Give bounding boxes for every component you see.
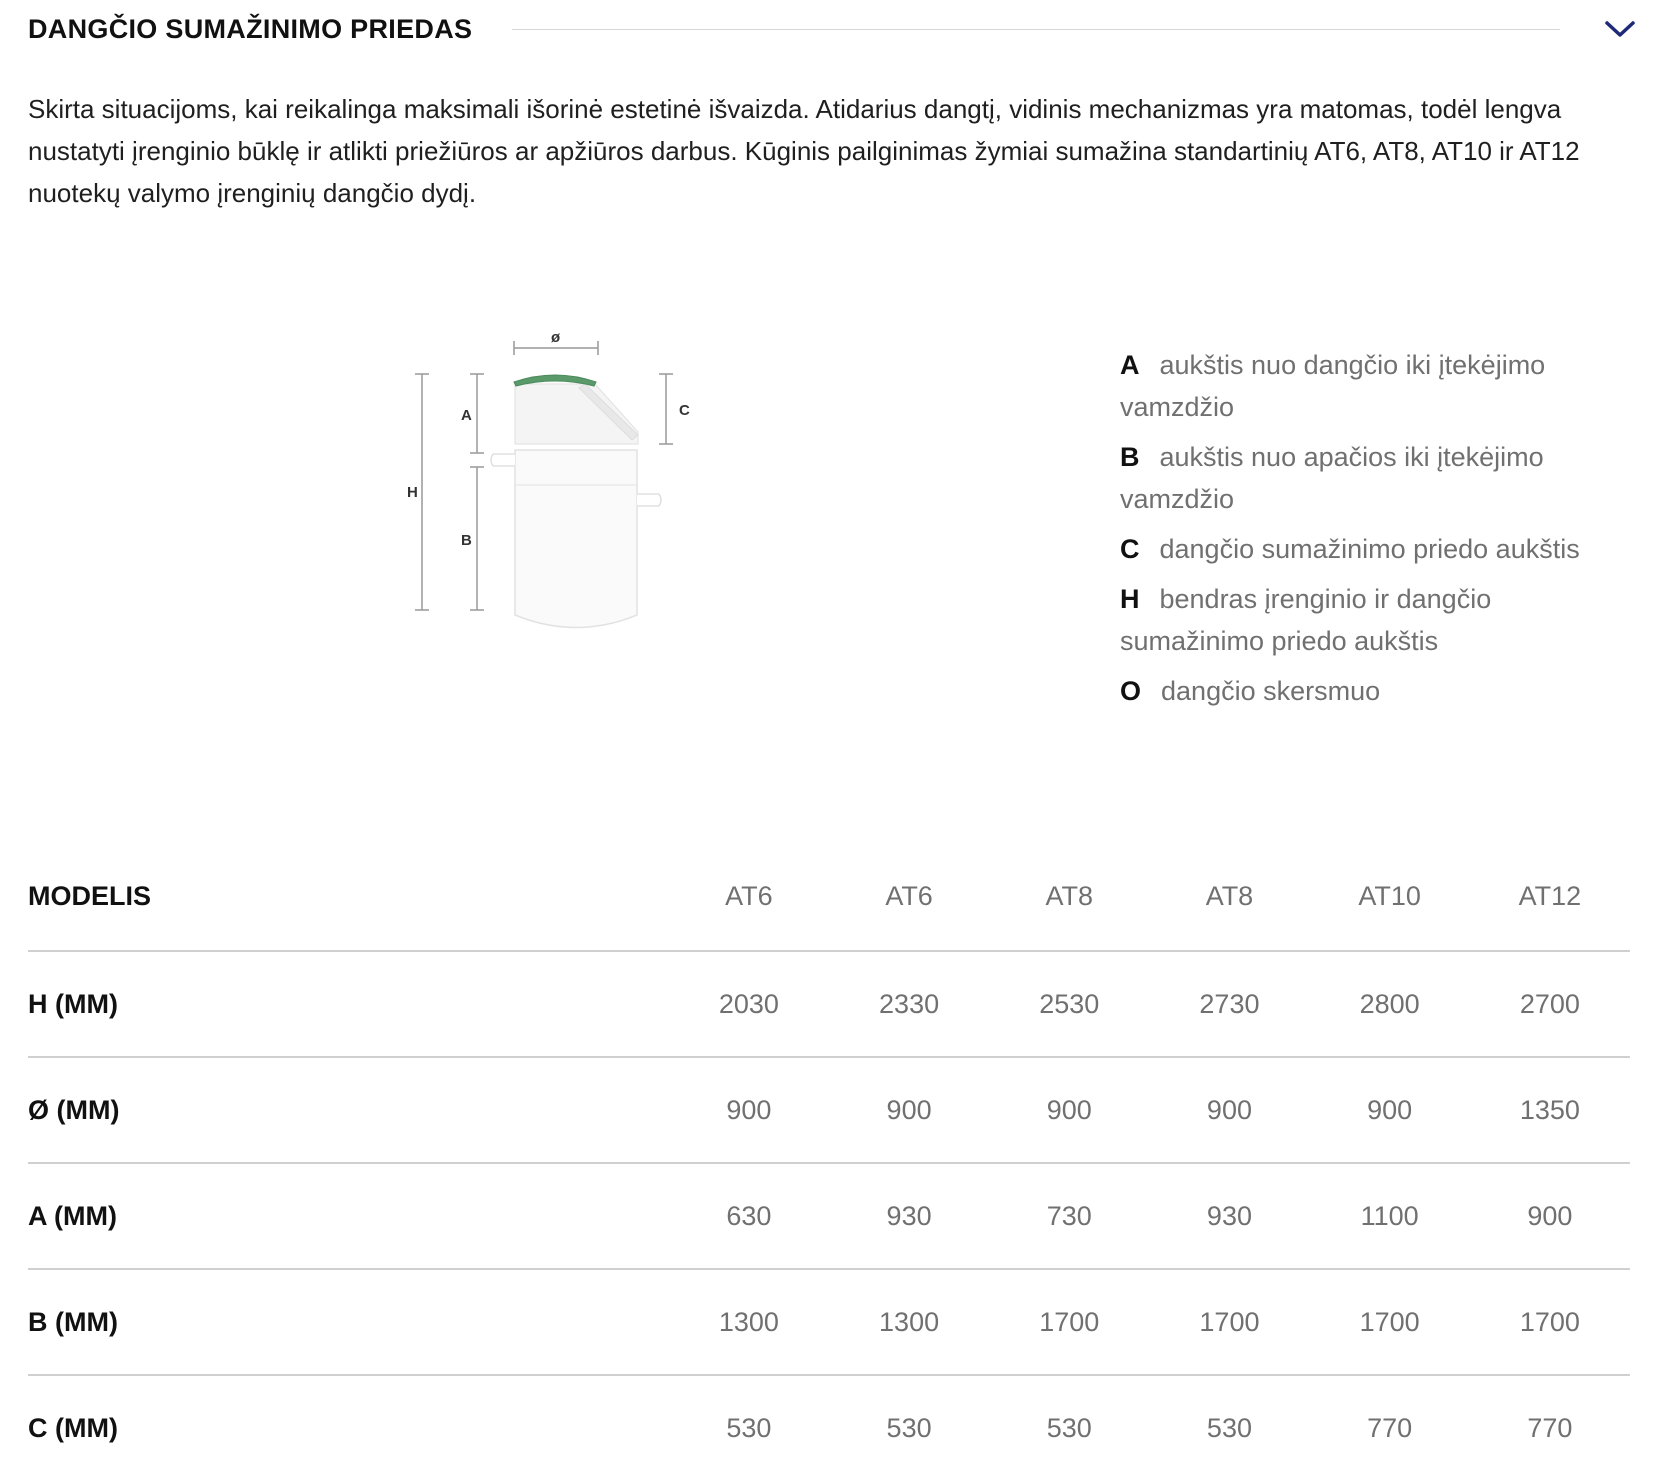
table-cell: 1300 [879,1306,940,1337]
table-cell: 530 [726,1412,772,1443]
diagram-label-diameter: ø [551,329,561,346]
legend-letter: A [1120,350,1140,380]
table-cell: 1700 [1039,1306,1100,1337]
table-cell: 1300 [718,1306,779,1337]
legend-text: dangčio skersmuo [1161,676,1381,706]
legend-letter: B [1120,442,1140,472]
table-cell: 930 [1206,1200,1252,1231]
specifications-table [28,842,1630,1480]
column-header: AT8 [989,842,1149,951]
table-header-row [28,842,1630,951]
table-row [28,1163,1630,1269]
table-cell: 1700 [1199,1306,1260,1337]
table-cell: 1100 [1360,1200,1419,1231]
row-label: H (MM) [28,988,118,1019]
section-title: DANGČIO SUMAŽINIMO PRIEDAS [28,13,473,44]
description-text: Skirta situacijoms, kai reikalinga maksimali išorinė estetinė išvaizda. Atidarius dangtį, vidinis mechanizmas yra matomas, todėl lengva nustatyti įrenginio būklę ir atlikti priežiūros ar apžiūros darbus. Kūginis pailginimas žymiai sumažina standartinių AT6, AT8, AT10 ir AT12 nuotekų valymo įrenginių dangčio dydį. [28,94,1580,208]
table-row [28,1375,1630,1480]
row-label: Ø (MM) [28,1094,120,1125]
column-header: AT6 [829,842,989,951]
diagram-label-h: H [407,484,418,501]
diagram-label-b: B [461,532,472,549]
table-cell: 2700 [1519,988,1580,1019]
table-cell: 730 [1046,1200,1092,1231]
header-label: MODELIS [28,842,669,951]
table-row [28,951,1630,1057]
table-cell: 900 [1527,1200,1573,1231]
table-cell: 770 [1367,1412,1413,1443]
table-cell: 900 [726,1094,772,1125]
header-divider [512,29,1560,30]
column-header: AT8 [1149,842,1309,951]
legend-item-o [1120,670,1640,712]
column-header: AT10 [1310,842,1470,951]
table-row [28,1057,1630,1163]
table-cell: 530 [886,1412,932,1443]
chevron-down-icon[interactable] [1600,9,1640,49]
column-header: AT6 [669,842,829,951]
table-cell: 1700 [1519,1306,1580,1337]
legend-text: aukštis nuo dangčio iki įtekėjimo vamzdžio [1120,350,1546,422]
table-cell: 770 [1527,1412,1573,1443]
table-row [28,1269,1630,1375]
table-cell: 1350 [1519,1094,1580,1125]
tank-dimension-diagram [380,329,720,680]
section-header[interactable] [28,0,1640,58]
column-header: AT12 [1470,842,1630,951]
table-cell: 630 [726,1200,772,1231]
table-cell: 2330 [879,988,940,1019]
table-cell: 930 [886,1200,932,1231]
table-cell: 530 [1046,1412,1092,1443]
legend-item-b [1120,436,1640,520]
table-cell: 2730 [1199,988,1260,1019]
legend-text: aukštis nuo apačios iki įtekėjimo vamzdžio [1120,442,1544,514]
table-cell: 900 [886,1094,932,1125]
row-label: B (MM) [28,1306,118,1337]
legend-letter: O [1120,676,1142,706]
table-cell: 2800 [1359,988,1420,1019]
table-cell: 1700 [1359,1306,1420,1337]
table-cell: 900 [1046,1094,1092,1125]
table-cell: 900 [1367,1094,1413,1125]
table-cell: 900 [1206,1094,1252,1125]
legend-text: bendras įrenginio ir dangčio sumažinimo priedo aukštis [1120,584,1492,656]
legend-text: dangčio sumažinimo priedo aukštis [1159,534,1580,564]
legend-letter: C [1120,534,1140,564]
row-label: A (MM) [28,1200,117,1231]
row-label: C (MM) [28,1412,118,1443]
diagram-label-a: A [461,407,472,424]
table-cell: 2030 [718,988,779,1019]
legend-item-h [1120,578,1640,662]
diagram-label-c: C [679,402,690,419]
legend-item-a [1120,344,1640,428]
legend-letter: H [1120,584,1140,614]
dimension-legend [1120,344,1640,720]
table-cell: 2530 [1039,988,1100,1019]
table-cell: 530 [1206,1412,1252,1443]
legend-item-c [1120,528,1640,570]
